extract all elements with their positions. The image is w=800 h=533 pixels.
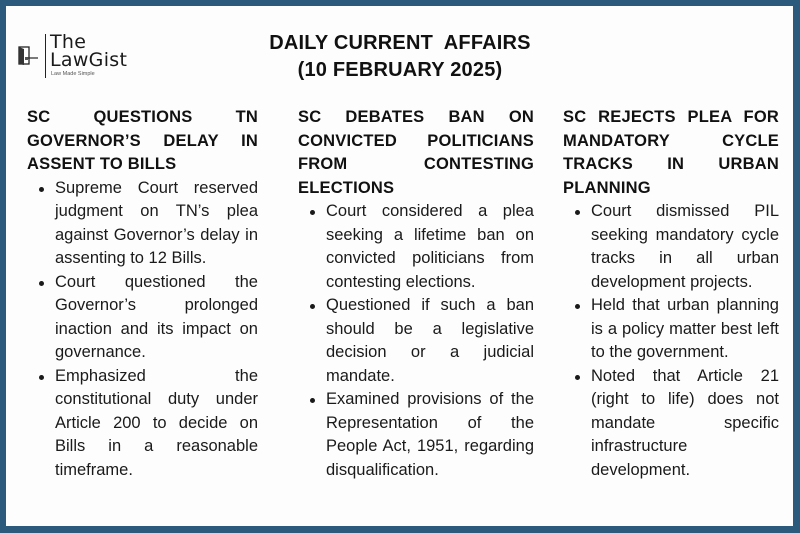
news-bullets xyxy=(298,200,534,482)
logo-tagline: Law Made Simple xyxy=(51,71,95,77)
bullet-icon xyxy=(575,210,580,215)
news-bullets xyxy=(27,177,258,483)
news-headline: SC DEBATES BAN ON CONVICTED POLITICIANS FROM CONTESTING ELECTIONS xyxy=(298,108,534,197)
bullet-icon xyxy=(39,187,44,192)
logo-text-the: The xyxy=(50,31,87,53)
news-column-1 xyxy=(27,106,258,482)
bullet-text: Questioned if such a ban should be a legislative decision or a judicial mandate. xyxy=(326,296,534,385)
news-headline: SC REJECTS PLEA FOR MANDATORY CYCLE TRACKS IN URBAN PLANNING xyxy=(563,108,779,197)
title-line-1: DAILY CURRENT AFFAIRS xyxy=(269,32,531,54)
title-line-2: (10 FEBRUARY 2025) xyxy=(297,59,503,81)
bullet-icon xyxy=(39,281,44,286)
door-icon xyxy=(17,45,39,67)
bullet-item xyxy=(298,388,534,482)
bullet-icon xyxy=(575,375,580,380)
news-column-3 xyxy=(563,106,779,482)
bullet-text: Held that urban planning is a policy matter best left to the government. xyxy=(591,296,779,361)
bullet-item xyxy=(27,271,258,365)
bullet-icon xyxy=(575,304,580,309)
bullet-text: Supreme Court reserved judgment on TN’s plea against Governor’s delay in assenting to 12 Bills. xyxy=(55,178,258,267)
news-headline: SC QUESTIONS TN GOVERNOR’S DELAY IN ASSENT TO BILLS xyxy=(27,108,258,173)
lawgist-logo xyxy=(16,31,136,80)
bullet-item xyxy=(563,294,779,365)
bullet-item xyxy=(27,177,258,271)
logo-text-lawgist: LawGist xyxy=(50,49,128,71)
bullet-item xyxy=(563,365,779,483)
bullet-item xyxy=(298,200,534,294)
bullet-text: Court dismissed PIL seeking mandatory cycle tracks in all urban development projects. xyxy=(591,202,779,291)
logo-divider xyxy=(45,34,46,78)
page-title xyxy=(240,30,560,84)
bullet-text: Examined provisions of the Representation of the People Act, 1951, regarding disqualification. xyxy=(326,390,534,479)
bullet-item xyxy=(298,294,534,388)
bullet-icon xyxy=(310,304,315,309)
news-column-2 xyxy=(298,106,534,482)
bullet-text: Court questioned the Governor’s prolonged inaction and its impact on governance. xyxy=(55,272,258,361)
bullet-icon xyxy=(39,375,44,380)
bullet-item xyxy=(563,200,779,294)
bullet-icon xyxy=(310,398,315,403)
bullet-item xyxy=(27,365,258,483)
bullet-text: Emphasized the constitutional duty under Article 200 to decide on Bills in a reasonable timeframe. xyxy=(55,366,258,479)
bullet-text: Court considered a plea seeking a lifetime ban on convicted politicians from contesting elections. xyxy=(326,202,534,291)
news-bullets xyxy=(563,200,779,482)
bullet-text: Noted that Article 21 (right to life) does not mandate specific infrastructure development. xyxy=(591,366,779,479)
bullet-icon xyxy=(310,210,315,215)
